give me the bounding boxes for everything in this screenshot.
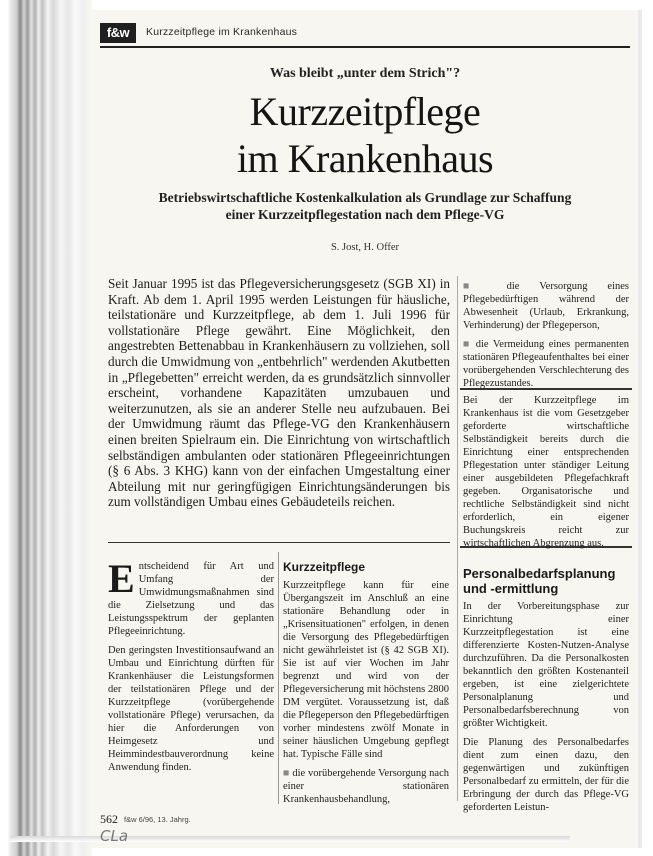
bullet-text: die Versorgung eines Pflegebedürftigen während der Abwesenheit (Urlaub, Erkrankung, Verhinderung) der Pflegeperson, xyxy=(463,281,629,331)
bullet-text: die vorübergehende Versorgung nach einer stationären Krankenhausbehandlung, xyxy=(283,768,450,805)
article-subtitle xyxy=(110,189,620,223)
bullet-item xyxy=(463,338,629,390)
column-right-bottom xyxy=(463,566,629,820)
column-rule-right xyxy=(457,276,458,801)
article-kicker: Was bleibt „unter dem Strich"? xyxy=(269,66,461,81)
page-edge-bottom xyxy=(10,836,570,842)
book-binding xyxy=(0,0,92,856)
drop-cap: E xyxy=(108,556,135,601)
bullet-icon: ■ xyxy=(283,768,293,779)
body-paragraph: Kurzzeitpflege kann für eine Übergangszeit im Anschluß an eine stationäre Behandlung oder in „Krisensituationen" erfolgen, in denen die Versorgung des Pflegebedürftigen nicht gewährleistet ist (§ 42 SGB XI). Sie ist auf vier Wochen im Jahr begrenzt und wird von der Pflegeversicherung mit höchstens 2800 DM vergütet. Voraussetzung ist, daß die Pflegeperson den Pflegebedürftigen vorher mindestens zwölf Monate in seiner häuslichen Umgebung gepflegt hat. Typische Fälle sind xyxy=(283,580,449,760)
body-paragraph: Den geringsten Investitionsaufwand an Umbau und Einrichtung dürften für Krankenhäuser die Leistungsformen der teilstationären Pflege und der Kurzzeitpflege (vorübergehende vollstationäre Pflege) verursachen, da hier die Anforderungen von Heimgesetz und Heimmindestbauverordnung keine Anwendung finden. xyxy=(108,645,274,773)
journal-citation: f&w 6/96, 13. Jahrg. xyxy=(124,815,191,824)
highlight-box-content xyxy=(463,394,629,556)
lead-divider xyxy=(108,542,450,543)
body-paragraph xyxy=(108,556,274,638)
column-left xyxy=(108,556,274,780)
running-header-label: Kurzzeitpflege im Krankenhaus xyxy=(146,26,298,38)
page-edge xyxy=(638,10,642,848)
highlight-text: Bei der Kurzzeitpflege im Krankenhaus ist die vom Gesetzgeber geforderte wirtschaftliche Selbständigkeit bereits durch die Einrichtung einer entsprechenden Pflegestation unter ständiger Leitung einer ausgebildeten Pflegefachkraft gegeben. Organisatorische und rechtliche Selbständigkeit sind nicht erforderlich, ein eigener Buchungskreis reicht zur wirtschaftlichen Abgrenzung aus. xyxy=(463,395,629,549)
title-line-2: im Krankenhaus xyxy=(236,136,494,181)
body-paragraph: In der Vorbereitungsphase zur Einrichtung einer Kurzzeitpflegestation ist eine differenzierte Kosten-Nutzen-Analyse durchzuführen. Da die Personalkosten bekanntlich den größten Kostenanteil ergeben, ist eine zielgerichtete Personalplanung und Personalbedarfsberechnung von größter Wichtigkeit. xyxy=(463,601,629,729)
subtitle-line-1: Betriebswirtschaftliche Kostenkalkulation als Grundlage zur Schaffung xyxy=(158,190,572,205)
body-paragraph: Die Planung des Personalbedarfes dient zum einen dazu, den gegenwärtigen und zukünftigen Personalbedarf zu ermitteln, der für die Erbringung der durch das Pflege-VG geforderten Leistun- xyxy=(463,737,629,813)
highlight-box xyxy=(460,388,632,548)
bullet-item xyxy=(283,767,449,806)
section-heading: Personalbedarfsplanung und -ermittlung xyxy=(463,566,616,596)
column-middle xyxy=(283,560,449,812)
handwritten-note: CLa xyxy=(100,827,129,845)
column-right-top xyxy=(463,280,629,396)
bullet-icon: ■ xyxy=(463,281,507,292)
journal-logo: f&w xyxy=(100,23,136,43)
lead-paragraph xyxy=(108,276,450,510)
paragraph-text: ntscheidend für Art und Umfang der Umwidmungsmaßnahmen sind die Zielsetzung und das Leistungsspektrum der geplanten Pflegeeinrichtung. xyxy=(108,561,274,637)
page-number: 562 xyxy=(100,812,118,826)
subtitle-line-2: einer Kurzzeitpflegestation nach dem Pflege-VG xyxy=(225,207,505,222)
article-authors: S. Jost, H. Offer xyxy=(330,242,400,253)
bullet-item xyxy=(463,280,629,332)
title-line-1: Kurzzeitpflege xyxy=(249,89,481,134)
column-rule xyxy=(278,552,279,804)
running-header xyxy=(100,22,630,48)
bullet-text: die Vermeidung eines permanenten stationären Pflegeaufenthaltes bei einer vorübergehenden Verschlechterung des Pflegezustandes. xyxy=(463,339,629,389)
bullet-icon: ■ xyxy=(463,339,476,350)
lead-text: Seit Januar 1995 ist das Pflegeversicherungsgesetz (SGB XI) in Kraft. Ab dem 1. April 1995 werden Leistungen für häusliche, teilstationäre und Kurzzeitpflege, ab dem 1. Juli 1996 für vollstationäre Pflege gewährt. Eine Möglichkeit, den angestrebten Bettenabbau in Krankenhäusern zu vollziehen, soll durch die Umwidmung von „entbehrlich" werdenden Akutbetten in „Pflegebetten" erreicht werden, da es grundsätzlich sinnvoller erscheint, vorhandene Kapazitäten umzubauen und weiterzunutzen, als sie an anderer Stelle neu aufzubauen. Bei der Umwidmung räumt das Pflege-VG den Krankenhäusern einen breiten Spielraum ein. Die Einrichtung von wirtschaftlich selbständigen ambulanten oder stationären Pflegeeinrichtungen (§ 6 Abs. 3 KHG) kann von der einfachen Umgestaltung einer Abteilung mit nur geringfügigen Einrichtungsänderungen bis zum vollständigen Umbau eines Gebäudeteils reichen. xyxy=(108,276,450,510)
section-heading: Kurzzeitpflege xyxy=(283,560,366,574)
article-title xyxy=(100,88,630,182)
